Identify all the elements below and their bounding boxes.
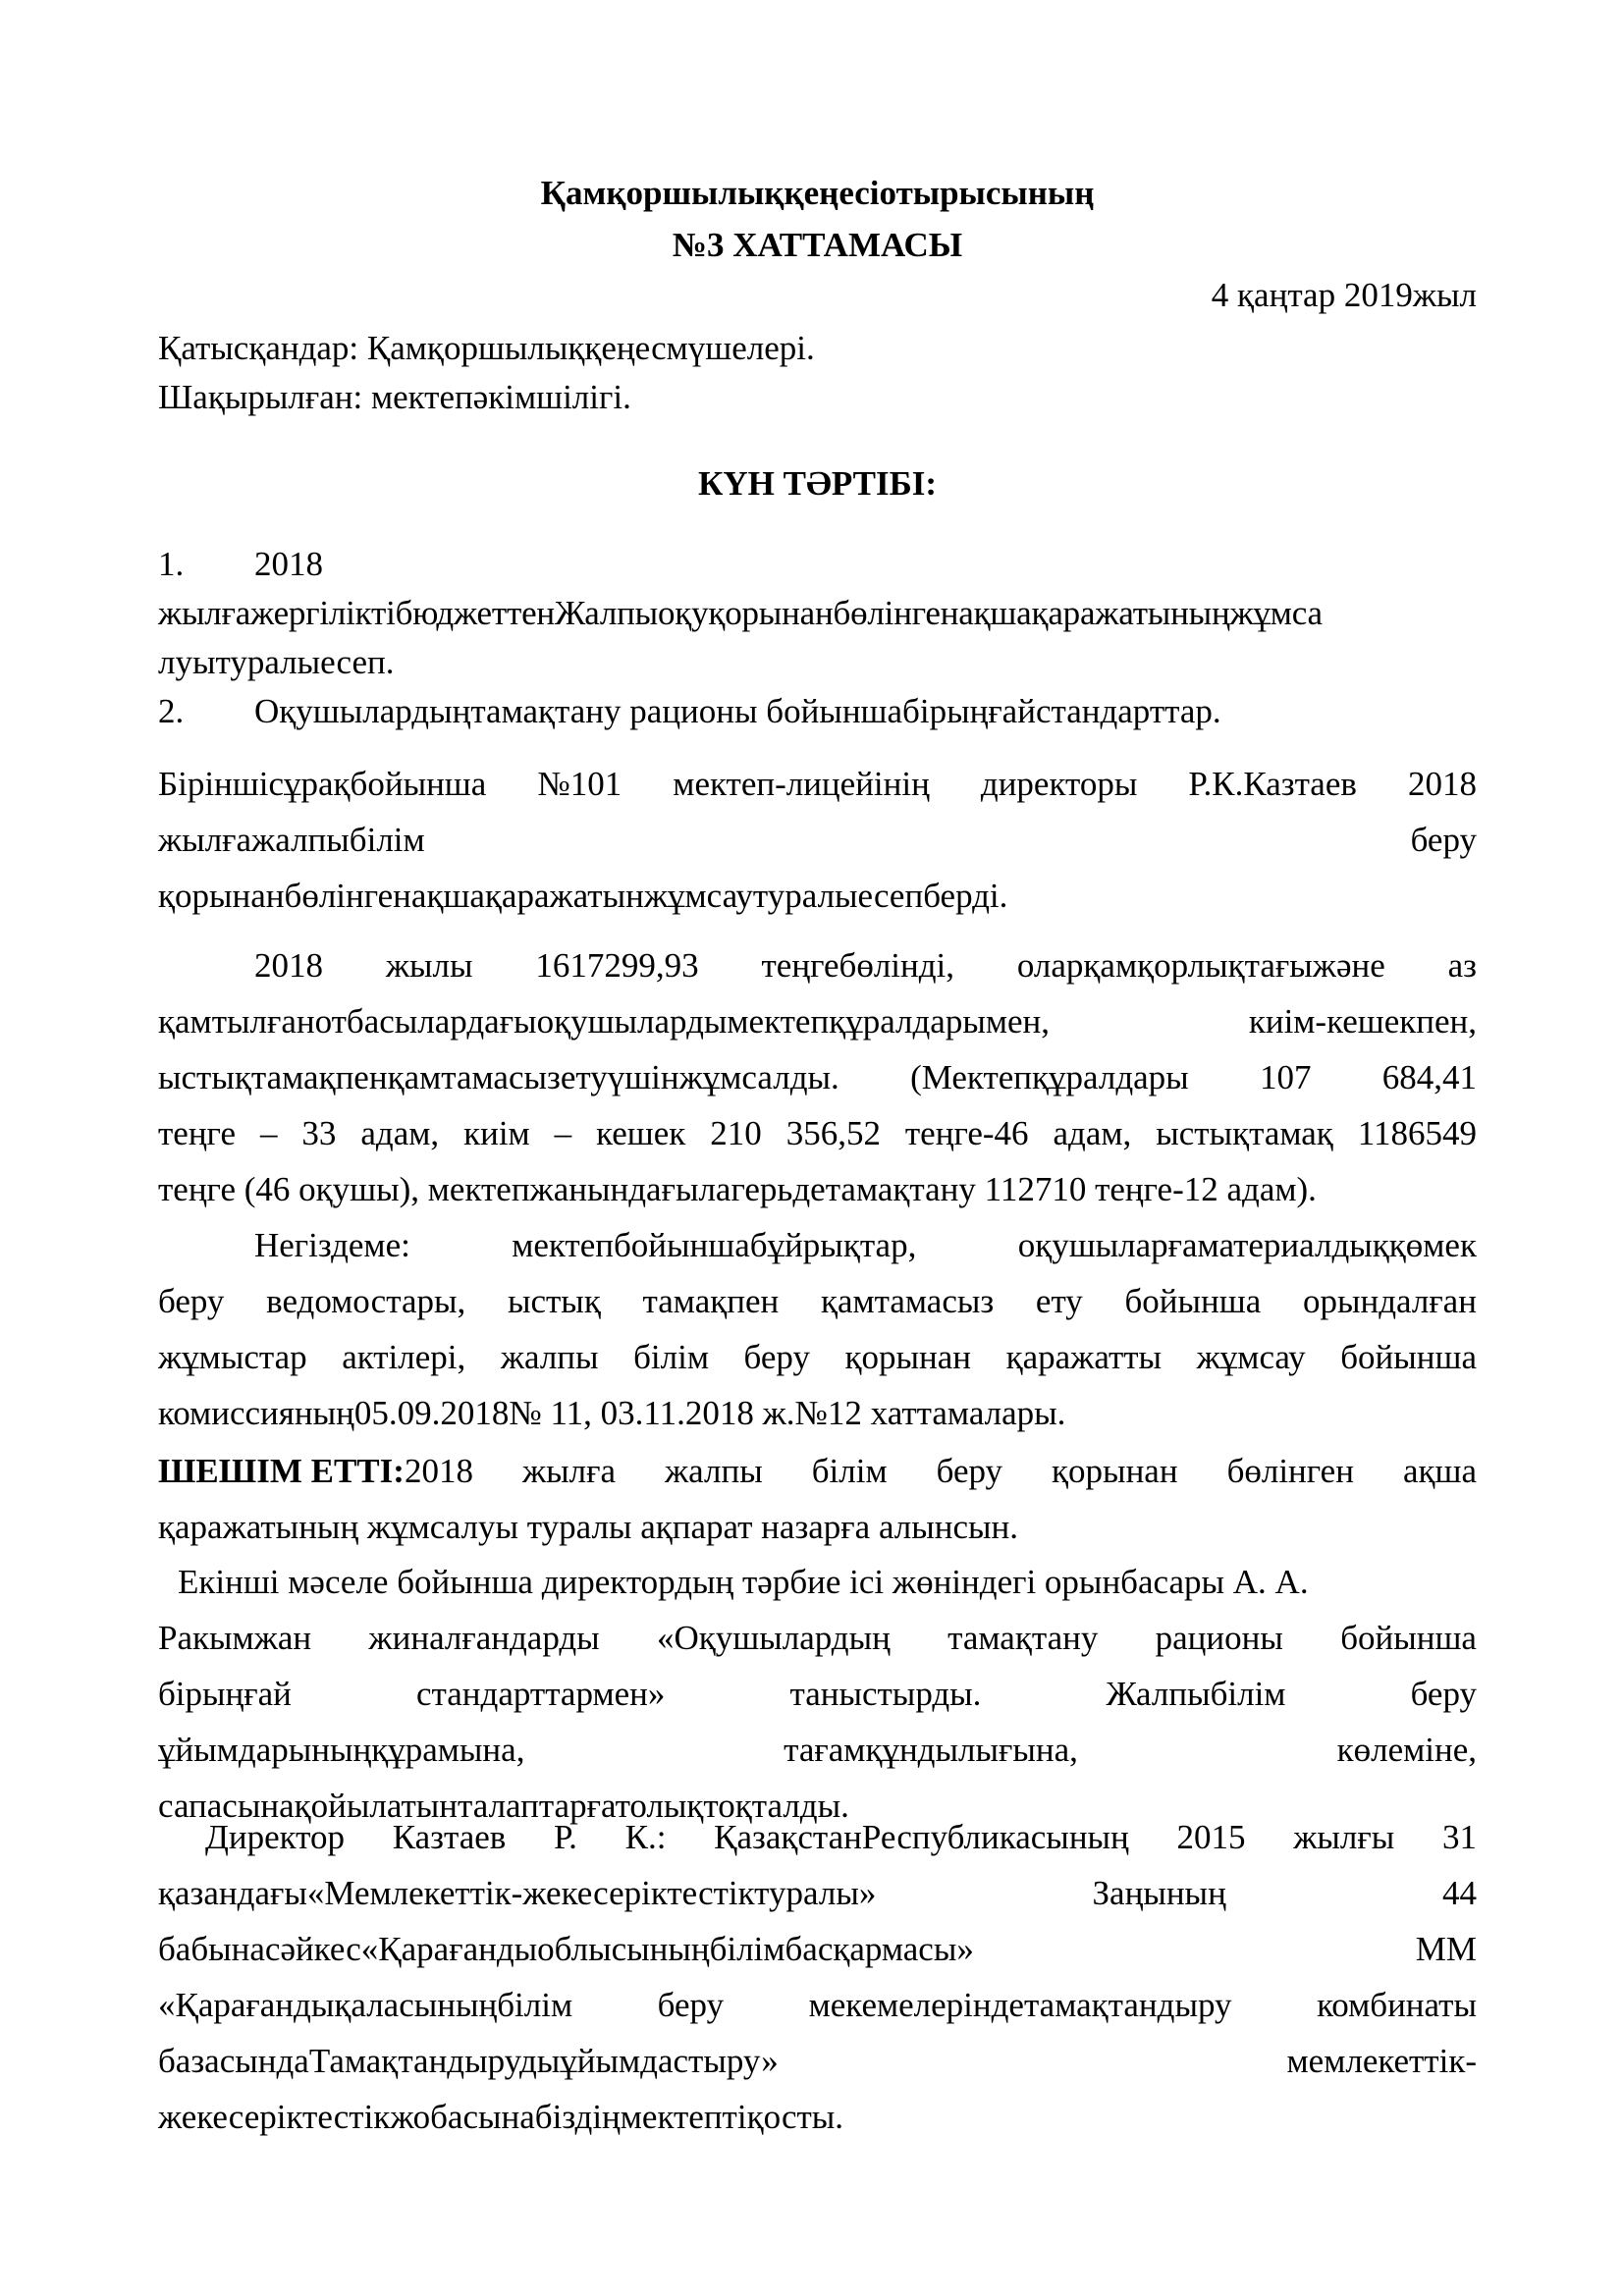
basis-paragraph [158,1217,1477,1441]
text-line: ұйымдарыныңқұрамына, тағамқұндылығына, көлеміне, [158,1731,1477,1769]
text-line: Директор Казтаев Р. К.: ҚазақстанРеспубликасының 2015 жылғы 31 [205,1818,1477,1856]
director-paragraph [158,1809,1477,2145]
decision-label: ШЕШІМ ЕТТІ: [158,1452,405,1490]
agenda-title: КҮН ТӘРТІБІ: [697,464,938,503]
decision-paragraph [158,1443,1477,1555]
text-line: 2018 жылы 1617299,93 теңгебөлінді, оларқамқорлықтағыжәне аз [254,946,1477,985]
agenda-item-number: 2. [158,692,185,730]
text-line: комиссияның05.09.2018№ 11, 03.11.2018 ж.№12 хаттамалары. [158,1394,1066,1432]
text-line: жекесеріктестікжобасынабіздіңмектептіқосты. [158,2098,844,2136]
participants-present: Қатысқандар: Қамқоршылыққеңесмүшелері. [158,329,815,367]
text-line: жылғажалпыбілім беру [158,821,1477,859]
text-line: бірыңғай стандарттармен» таныстырды. Жалпыбілім беру [158,1675,1477,1713]
text-line: ыстықтамақпенқамтамасызетуүшінжұмсалды. (Мектепқұралдары 107 684,41 [158,1058,1477,1096]
agenda-item-2: 2. Оқушылардыңтамақтану рационы бойыншабірыңғайстандарттар. [158,687,1477,736]
text-line: қазандағы«Мемлекеттік-жекесеріктестіктуралы» Заңының 44 [158,1874,1477,1912]
text-line: сапасынақойылатынталаптарғатолықтоқталды. [158,1787,849,1825]
first-question-paragraph [158,756,1477,924]
document-title: Қамқоршылыққеңесіотырысының [540,174,1095,212]
participants-section [158,324,815,422]
text-line: Екінші мәселе бойынша директордың тәрбие ісі жөніндегі орынбасары А. А. [178,1563,1309,1601]
text-line: теңге – 33 адам, киім – кешек 210 356,52 теңге-46 адам, ыстықтамақ 1186549 [158,1114,1477,1152]
text-line: қамтылғанотбасылардағыоқушылардымектепқұралдарымен, киім-кешекпен, [158,1002,1477,1041]
agenda-item-1: 1. 2018 [158,540,1477,589]
agenda-item-number: 1. [158,545,185,583]
text-line: жұмыстар актілері, жалпы білім беру қорынан қаражатты жұмсау бойынша [158,1338,1477,1376]
text-line: бабынасәйкес«Қарағандыоблысыныңбілімбасқармасы» ММ [158,1930,1477,1968]
agenda-item-1-line: луытуралыесеп. [158,643,395,681]
funds-paragraph [158,937,1477,1217]
text-line: ШЕШІМ ЕТТІ:2018 жылға жалпы білім беру қорынан бөлінген ақша [158,1452,1477,1490]
text-line: Біріншісұрақбойынша №101 мектеп-лицейінің директоры Р.К.Казтаев 2018 [158,765,1477,803]
agenda-item-1-line: жылғажергіліктібюджеттенЖалпыоқуқорынанбөлінгенақшақаражатыныңжұмса [158,594,1323,632]
text-line: «Қарағандықаласыныңбілім беру мекемелеріндетамақтандыру комбинаты [158,1986,1477,2024]
agenda-list [158,540,1477,736]
text-line: теңге (46 оқушы), мектепжанындағылагерьдетамақтану 112710 теңге-12 адам). [158,1170,1317,1208]
document-date: 4 қаңтар 2019жыл [1211,276,1477,314]
protocol-number: №3 ХАТТАМАСЫ [672,226,963,264]
text-line: Негіздеме: мектепбойыншабұйрықтар, оқушыларғаматериалдыққөмек [254,1226,1477,1264]
text-line: Ракымжан жиналғандарды «Оқушылардың тамақтану рационы бойынша [158,1619,1477,1657]
text-line: беру ведомостары, ыстық тамақпен қамтамасыз ету бойынша орындалған [158,1282,1477,1320]
second-question-paragraph [158,1554,1477,1834]
text-line: қорынанбөлінгенақшақаражатынжұмсаутуралыесепберді. [158,877,1008,915]
text-line: базасындаТамақтандырудыұйымдастыру» мемлекеттік- [158,2042,1477,2080]
text-line: қаражатының жұмсалуы туралы ақпарат назарға алынсын. [158,1508,1019,1546]
participants-invited: Шақырылған: мектепәкімшілігі. [158,378,631,416]
